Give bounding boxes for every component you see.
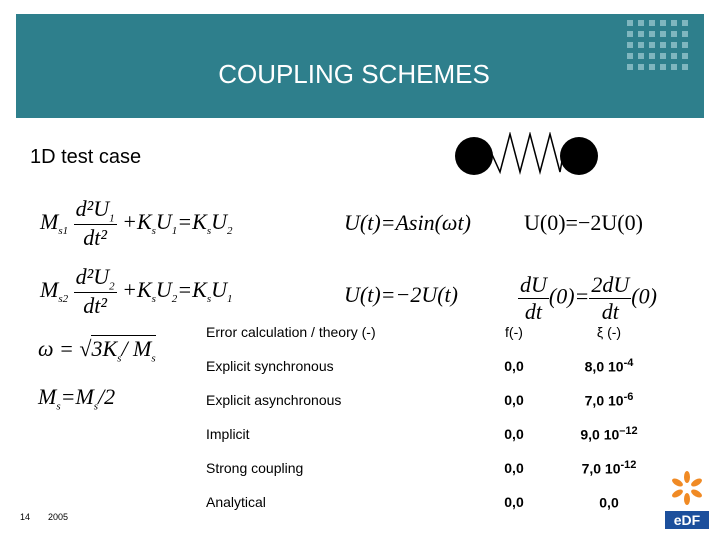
initial-condition-u2: U(0)=−2U(0) xyxy=(524,210,643,235)
slide-title: COUPLING SCHEMES xyxy=(218,59,490,89)
xi-value: 9,0 $10^{-12}$ xyxy=(580,425,638,443)
slide-year: 2005 xyxy=(48,512,69,522)
slide-number: 14 xyxy=(20,512,31,522)
row-label: Implicit xyxy=(206,426,250,442)
row-label: Strong coupling xyxy=(206,460,304,476)
table-row xyxy=(200,417,658,451)
mass-right-icon xyxy=(560,137,598,175)
table-row xyxy=(200,451,658,485)
initial-velocity-condition: $\frac{dU}{dt}$ (0)= $\frac{2dU}{dt}$ (0) xyxy=(520,272,657,324)
table-row xyxy=(200,383,658,417)
spring-icon xyxy=(490,132,564,182)
f-value: 0,0 xyxy=(504,494,524,510)
boundary-condition-u1: U(t)=Asin(ωt) xyxy=(344,210,471,235)
f-value: 0,0 xyxy=(504,392,524,408)
xi-value: 8,0 $10^{-4}$ xyxy=(584,357,634,375)
results-table xyxy=(200,315,658,519)
mass-left-icon xyxy=(455,137,493,175)
edf-logo-icon: eDF xyxy=(662,470,712,528)
row-label: Analytical xyxy=(206,494,266,510)
row-label: Explicit asynchronous xyxy=(206,392,342,408)
equation-omega: $\omega = √3K_s/$ $M_s$ xyxy=(38,336,156,365)
equation-motion-mass1: $M_{s1}$ $\frac{d^2U_1}{\text{dt²}}$ $+K_sU_1=K_sU_2$ xyxy=(40,196,233,251)
header-xi: ξ (-) xyxy=(596,324,622,340)
xi-value: 7,0 $10^{-6}$ xyxy=(584,391,634,409)
row-label: Explicit synchronous xyxy=(206,358,334,374)
coupling-condition-u2: U(t)=−2U(t) xyxy=(344,282,458,307)
table-row xyxy=(200,349,658,383)
title-banner xyxy=(16,14,704,118)
header-f: f(-) xyxy=(505,324,523,340)
xi-value: 7,0 $10^{-12}$ xyxy=(581,459,637,477)
xi-value: 0,0 xyxy=(599,494,619,511)
table-header-row xyxy=(200,315,658,349)
f-value: 0,0 xyxy=(504,426,524,442)
header-error-calculation: Error calculation / theory (-) xyxy=(206,324,376,340)
table-row xyxy=(200,485,658,519)
f-value: 0,0 xyxy=(504,358,524,374)
equation-motion-mass2: $M_{s2}$ $\frac{d^2U_2}{\text{dt²}}$ $+K_sU_2=K_sU_1$ xyxy=(40,264,233,319)
f-value: 0,0 xyxy=(504,460,524,476)
section-subtitle: 1D test case xyxy=(30,146,142,168)
equation-mass-ratio: $M_s=M_s/2$ xyxy=(38,384,116,413)
